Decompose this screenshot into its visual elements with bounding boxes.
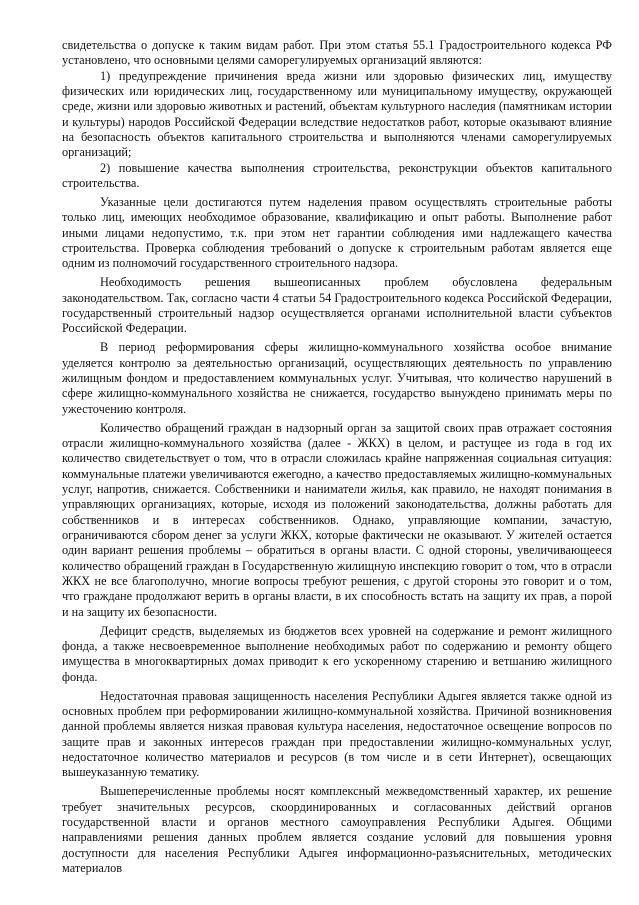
paragraph-goals-achievement: Указанные цели достигаются путем наделения правом осуществлять строительные работы только лиц, имеющих необходимое образование, квалификацию и опыт работы. Выполнение работ иными лицами недопустимо, т.к. при этом нет гарантии соблюдения ими надлежащего качества строительства. Проверка соблюдения требований о допуске к строительным работам является еще одним из полномочий государственного строительного надзора. bbox=[62, 195, 612, 271]
paragraph-housing-reform: В период реформирования сферы жилищно-коммунального хозяйства особое внимание уделяется контролю за деятельностью организаций, осуществляющих деятельность по управлению жилищным фондом и предоставлением коммунальных услуг. Учитывая, что количество нарушений в сфере жилищно-коммунального хозяйства не снижается, государство вынуждено принимать меры по ужесточению контроля. bbox=[62, 340, 612, 416]
paragraph-citizen-appeals: Количество обращений граждан в надзорный орган за защитой своих прав отражает состояния отрасли жилищно-коммунального хозяйства (далее - ЖКХ) в целом, и растущее из года в год их количество свидетельствует о том, что в отрасли сложилась крайне напряженная социальная ситуация: коммунальные платежи увеличиваются ежегодно, а качество предоставляемых жилищно-коммунальных услуг, напротив, снижается. Собственники и наниматели жилья, как правило, не находят понимания в управляющих организациях, которые, исходя из положений законодательства, должны работать для собственников и в интересах собственников. Однако, управляющие компании, зачастую, ограничиваются сбором денег за услуги ЖКХ, которые фактически не оказывают. У жителей остается один вариант решения проблемы – обратиться в органы власти. С одной стороны, увеличивающееся количество обращений граждан в Государственную жилищную инспекцию говорит о том, что в отрасли ЖКХ не все благополучно, многие вопросы требуют решения, с другой стороны это говорит и о том, что граждане продолжают верить в органы власти, в их способность встать на защиту их прав, а порой и на защиту их безопасности. bbox=[62, 420, 612, 619]
paragraph-continuation: свидетельства о допуске к таким видам работ. При этом статья 55.1 Градостроительного кодекса РФ установлено, что основными целями саморегулируемых организаций являются: bbox=[62, 38, 612, 68]
list-item-goal-1: 1) предупреждение причинения вреда жизни или здоровью физических лиц, имуществу физических или юридических лиц, государственному или муниципальному имуществу, окружающей среде, жизни или здоровью животных и растений, объектам культурного наследия (памятникам истории и культуры) народов Российской Федерации вследствие недостатков работ, которые оказывают влияние на безопасность объектов капитального строительства и выполняются членами саморегулируемых организаций; bbox=[62, 68, 612, 160]
list-item-goal-2: 2) повышение качества выполнения строительства, реконструкции объектов капитального строительства. bbox=[62, 160, 612, 191]
paragraph-legislation: Необходимость решения вышеописанных проблем обусловлена федеральным законодательством. Так, согласно части 4 статьи 54 Градостроительного кодекса Российской Федерации, государственный строительный надзор осуществляется органами исполнительной власти субъектов Российской Федерации. bbox=[62, 275, 612, 336]
paragraph-complex-problems: Вышеперечисленные проблемы носят комплексный межведомственный характер, их решение требует значительных ресурсов, скоординированных и согласованных действий органов государственной власти и органов местного самоуправления Республики Адыгея. Общими направлениями решения данных проблем является создание условий для повышения уровня доступности для населения Республики Адыгея информационно-разъяснительных, методических материалов bbox=[62, 784, 612, 876]
paragraph-funding-deficit: Дефицит средств, выделяемых из бюджетов всех уровней на содержание и ремонт жилищного фонда, а также несвоевременное выполнение необходимых работ по содержанию и ремонту общего имущества в многоквартирных домах приводит к его ускоренному старению и ветшанию жилищного фонда. bbox=[62, 623, 612, 684]
paragraph-legal-protection: Недостаточная правовая защищенность населения Республики Адыгея является также одной из основных проблем при реформировании жилищно-коммунальной хозяйства. Причиной возникновения данной проблемы является низкая правовая культура населения, недостаточное освещение вопросов по защите прав и законных интересов граждан при предоставлении жилищно-коммунальных услуг, недостаточное количество материалов и ресурсов (в том числе и в сети Интернет), освещающих вышеуказанную тематику. bbox=[62, 688, 612, 780]
